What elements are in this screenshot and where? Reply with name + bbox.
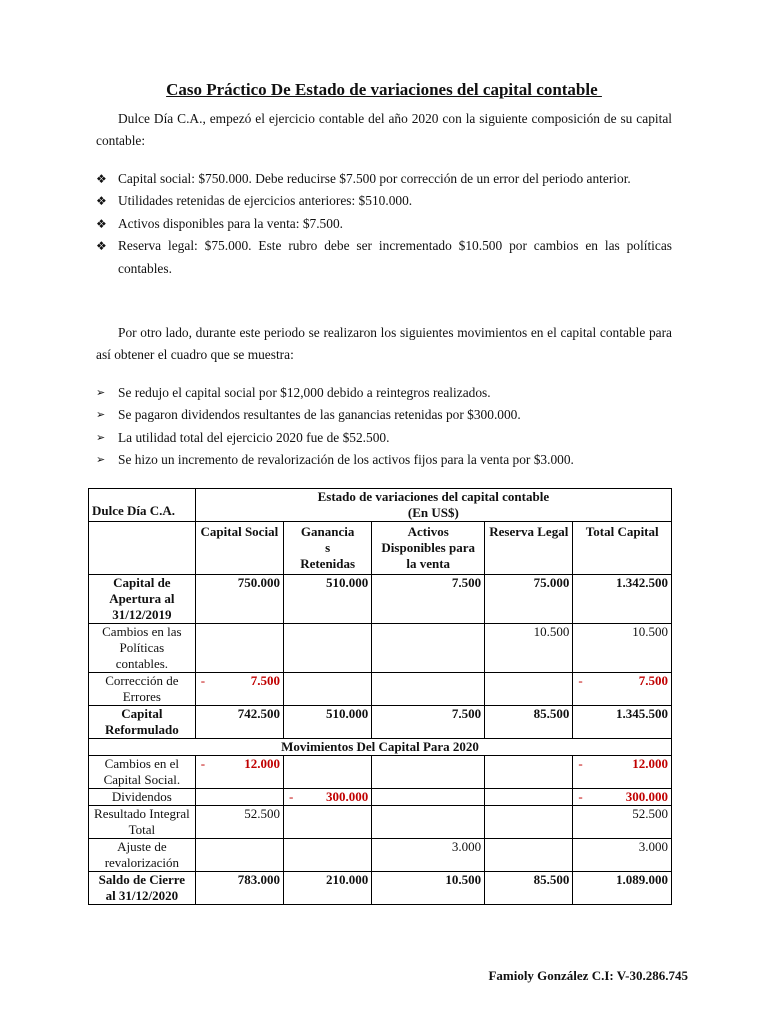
table-cell: 1.089.000 <box>573 872 672 905</box>
table-cell: - 12.000 <box>573 756 672 789</box>
table-cell: 783.000 <box>195 872 283 905</box>
row-label: Saldo de Cierre al 31/12/2020 <box>89 872 196 905</box>
arrow-bullet-icon: ➢ <box>96 453 106 467</box>
table-cell: - 300.000 <box>284 789 372 806</box>
table-cell <box>485 673 573 706</box>
table-cell <box>485 806 573 839</box>
capital-statement-table <box>88 488 672 905</box>
author-signature: Famioly González C.I: V-30.286.745 <box>488 968 688 983</box>
table-cell <box>372 756 485 789</box>
table-cell: 10.500 <box>372 872 485 905</box>
table-cell <box>195 839 283 872</box>
table-cell: 210.000 <box>284 872 372 905</box>
column-header: Total Capital <box>573 522 672 575</box>
table-cell: 7.500 <box>372 575 485 624</box>
list-item: ➢ La utilidad total del ejercicio 2020 fue de $52.500. <box>96 427 672 449</box>
table-heading: Estado de variaciones del capital contable (En US$) <box>195 489 671 522</box>
table-cell <box>284 756 372 789</box>
list-item: ❖ Reserva legal: $75.000. Este rubro debe ser incrementado $10.500 por cambios en las políticas contables. <box>96 235 672 280</box>
table-cell <box>284 806 372 839</box>
initial-composition-list <box>96 168 672 280</box>
negative-sign: - <box>578 789 583 804</box>
table-cell: 742.500 <box>195 706 283 739</box>
table-title-row <box>89 489 672 522</box>
table-row <box>89 575 672 624</box>
row-label: Cambios en las Políticas contables. <box>89 624 196 673</box>
company-name: Dulce Día C.A. <box>89 489 196 522</box>
table-row <box>89 624 672 673</box>
diamond-bullet-icon: ❖ <box>96 172 107 186</box>
table-cell: - 7.500 <box>573 673 672 706</box>
diamond-bullet-icon: ❖ <box>96 194 107 209</box>
column-header: Activos Disponibles para la venta <box>372 522 485 575</box>
negative-sign: - <box>289 789 294 804</box>
table-row <box>89 673 672 706</box>
section-heading: Movimientos Del Capital Para 2020 <box>89 739 672 756</box>
diamond-bullet-icon: ❖ <box>96 216 107 231</box>
table-cell <box>372 624 485 673</box>
table-cell <box>372 789 485 806</box>
table-cell: - 12.000 <box>195 756 283 789</box>
table-cell: 7.500 <box>372 706 485 739</box>
table-cell: 52.500 <box>195 806 283 839</box>
row-label: Capital Reformulado <box>89 706 196 739</box>
table-row <box>89 706 672 739</box>
table-row <box>89 756 672 789</box>
row-label: Corrección de Errores <box>89 673 196 706</box>
table-cell: 3.000 <box>372 839 485 872</box>
table-cell <box>485 839 573 872</box>
intro-paragraph: Dulce Día C.A., empezó el ejercicio contable del año 2020 con la siguiente composición de su capital contable: <box>96 111 672 148</box>
column-header: Ganancia s Retenidas <box>284 522 372 575</box>
table-cell <box>195 624 283 673</box>
table-cell: - 7.500 <box>195 673 283 706</box>
list-item: ➢ Se redujo el capital social por $12,000 debido a reintegros realizados. <box>96 382 672 404</box>
list-item: ➢ Se hizo un incremento de revalorización de los activos fijos para la venta por $3.000. <box>96 449 672 471</box>
table-row <box>89 789 672 806</box>
column-header: Reserva Legal <box>485 522 573 575</box>
column-header: Capital Social <box>195 522 283 575</box>
currency-label: (En US$) <box>407 505 459 520</box>
list-item: ❖ Utilidades retenidas de ejercicios anteriores: $510.000. <box>96 190 672 212</box>
table-header-row <box>89 522 672 575</box>
row-label: Cambios en el Capital Social. <box>89 756 196 789</box>
table-cell: 52.500 <box>573 806 672 839</box>
arrow-bullet-icon: ➢ <box>96 386 106 399</box>
table-cell <box>485 789 573 806</box>
table-cell: 510.000 <box>284 575 372 624</box>
header-empty-cell <box>89 522 196 575</box>
arrow-bullet-icon: ➢ <box>96 408 106 422</box>
table-cell: 10.500 <box>573 624 672 673</box>
negative-sign: - <box>578 673 583 688</box>
negative-sign: - <box>200 673 206 688</box>
table-cell <box>372 806 485 839</box>
negative-sign: - <box>578 756 583 771</box>
movements-list <box>96 382 672 472</box>
table-cell: 1.342.500 <box>573 575 672 624</box>
table-cell: 750.000 <box>195 575 283 624</box>
table-cell <box>284 839 372 872</box>
table-row <box>89 839 672 872</box>
list-item: ➢ Se pagaron dividendos resultantes de las ganancias retenidas por $300.000. <box>96 404 672 426</box>
table-cell: 1.345.500 <box>573 706 672 739</box>
table-cell: 85.500 <box>485 872 573 905</box>
row-label: Ajuste de revalorización <box>89 839 196 872</box>
table-cell <box>372 673 485 706</box>
table-cell: 10.500 <box>485 624 573 673</box>
section-row <box>89 739 672 756</box>
row-label: Capital de Apertura al 31/12/2019 <box>89 575 196 624</box>
table-cell <box>284 624 372 673</box>
table-row <box>89 872 672 905</box>
table-row <box>89 806 672 839</box>
negative-sign: - <box>200 756 206 771</box>
table-cell: 75.000 <box>485 575 573 624</box>
diamond-bullet-icon: ❖ <box>96 239 107 254</box>
table-cell: 3.000 <box>573 839 672 872</box>
movements-paragraph: Por otro lado, durante este periodo se realizaron los siguientes movimientos en el capital contable para así obtener el cuadro que se muestra: <box>96 325 672 362</box>
table-cell: - 300.000 <box>573 789 672 806</box>
row-label: Resultado Integral Total <box>89 806 196 839</box>
table-cell <box>485 756 573 789</box>
arrow-bullet-icon: ➢ <box>96 430 106 444</box>
table-cell <box>195 789 283 806</box>
document-title: Caso Práctico De Estado de variaciones del capital contable <box>166 80 602 99</box>
table-cell <box>284 673 372 706</box>
table-cell: 510.000 <box>284 706 372 739</box>
row-label: Dividendos <box>89 789 196 806</box>
list-item: ❖ Capital social: $750.000. Debe reducirse $7.500 por corrección de un error del periodo anterior. <box>96 168 672 190</box>
table-cell: 85.500 <box>485 706 573 739</box>
list-item: ❖ Activos disponibles para la venta: $7.500. <box>96 213 672 235</box>
